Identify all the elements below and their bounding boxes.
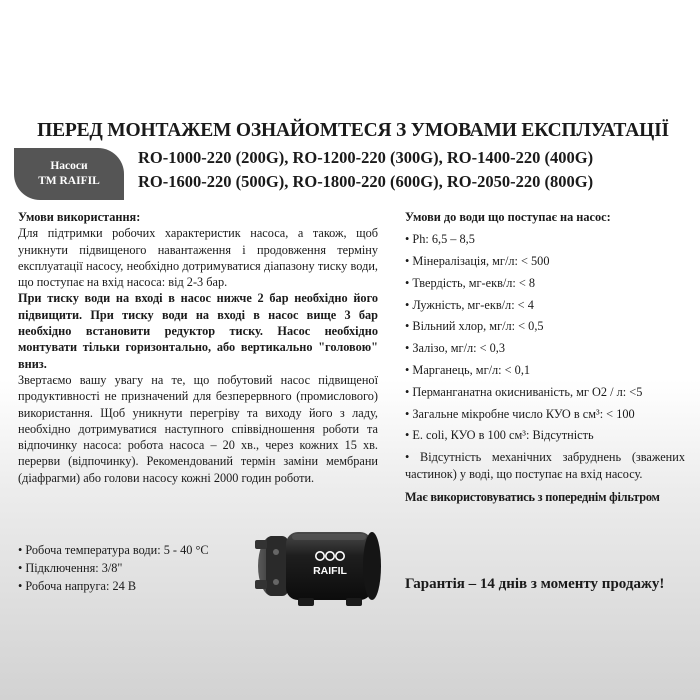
- list-item: • E. coli, КУО в 100 см³: Відсутність: [405, 428, 594, 443]
- list-item: • Вільний хлор, мг/л: < 0,5: [405, 319, 544, 334]
- list-item: • Марганець, мг/л: < 0,1: [405, 363, 531, 378]
- spec-temperature: • Робоча температура води: 5 - 40 °C: [18, 543, 209, 557]
- model-list-line-1: RO-1000-220 (200G), RO-1200-220 (300G), RO-1400-220 (400G): [138, 148, 594, 167]
- water-requirements-list: [405, 231, 685, 483]
- model-list-line-2: RO-1600-220 (500G), RO-1800-220 (600G), RO-2050-220 (800G): [138, 172, 594, 191]
- badge-line-1: Насоси: [50, 160, 88, 172]
- pump-logo-text: RAIFIL: [313, 565, 347, 577]
- usage-heading: Умови використання:: [18, 210, 141, 224]
- badge-line-2: ТМ RAIFIL: [38, 175, 100, 187]
- water-requirements-column: [405, 209, 685, 505]
- list-item: • Ph: 6,5 – 8,5: [405, 232, 475, 247]
- usage-conditions-column: [18, 209, 378, 486]
- prefilter-note: Має використовуватись з попереднім фільтром: [405, 489, 660, 504]
- spec-connection: • Підключення: 3/8": [18, 561, 123, 575]
- water-requirements-heading: Умови до води що поступає на насос:: [405, 210, 611, 224]
- list-item: • Мінералізація, мг/л: < 500: [405, 254, 550, 269]
- usage-paragraph-pressure: Для підтримки робочих характеристик насоса, а також, щоб уникнути підвищеного навантаження і продовження терміну експлуатації насосу, необхідно дотримуватися діапазону тиску води, що поступає на вхід насоса: від 2-3 бар.: [18, 226, 378, 290]
- page-title: ПЕРЕД МОНТАЖЕМ ОЗНАЙОМТЕСЯ З УМОВАМИ ЕКСПЛУАТАЦІЇ: [37, 120, 669, 141]
- spec-voltage: • Робоча напруга: 24 В: [18, 579, 137, 593]
- list-item: • Твердість, мг-екв/л: < 8: [405, 275, 536, 290]
- spec-list: [18, 541, 258, 595]
- list-item: • Загальне мікробне число КУО в см³: < 100: [405, 406, 635, 421]
- brand-badge: [14, 148, 124, 200]
- pump-image: [252, 522, 384, 612]
- usage-paragraph-duty-cycle: Звертаємо вашу увагу на те, що побутовий насос підвищеної продуктивності не призначений для безперервного (промислового) використання. Щоб уникнути перегріву та виходу його з ладу, необхідно дотримуватися наступного співвідношення роботи та відпочинку насоса: робота насоса – 20 хв., через кожних 15 хв. перерви (відпочинку). Рекомендований термін заміни мембрани (діафрагми) або голови насосу кожні 2000 годин роботи.: [18, 372, 378, 485]
- list-item-mechanical-impurities: • Відсутність механічних забруднень (зважених частинок) у воді, що поступає на вхід насосу.: [405, 450, 685, 482]
- list-item: • Перманганатна окисниваність, мг O2 / л: <5: [405, 384, 643, 399]
- usage-paragraph-warning: При тиску води на вході в насос нижче 2 бар необхідно його підвищити. При тиску води на вході в насос вище 3 бар необхідно встановити редуктор тиску. Насос необхідно монтувати тільки горизонтально, або вертикально "головою" вниз.: [18, 291, 378, 371]
- list-item: • Лужність, мг-екв/л: < 4: [405, 297, 534, 312]
- guarantee-text: Гарантія – 14 днів з моменту продажу!: [405, 576, 665, 592]
- list-item: • Залізо, мг/л: < 0,3: [405, 341, 505, 356]
